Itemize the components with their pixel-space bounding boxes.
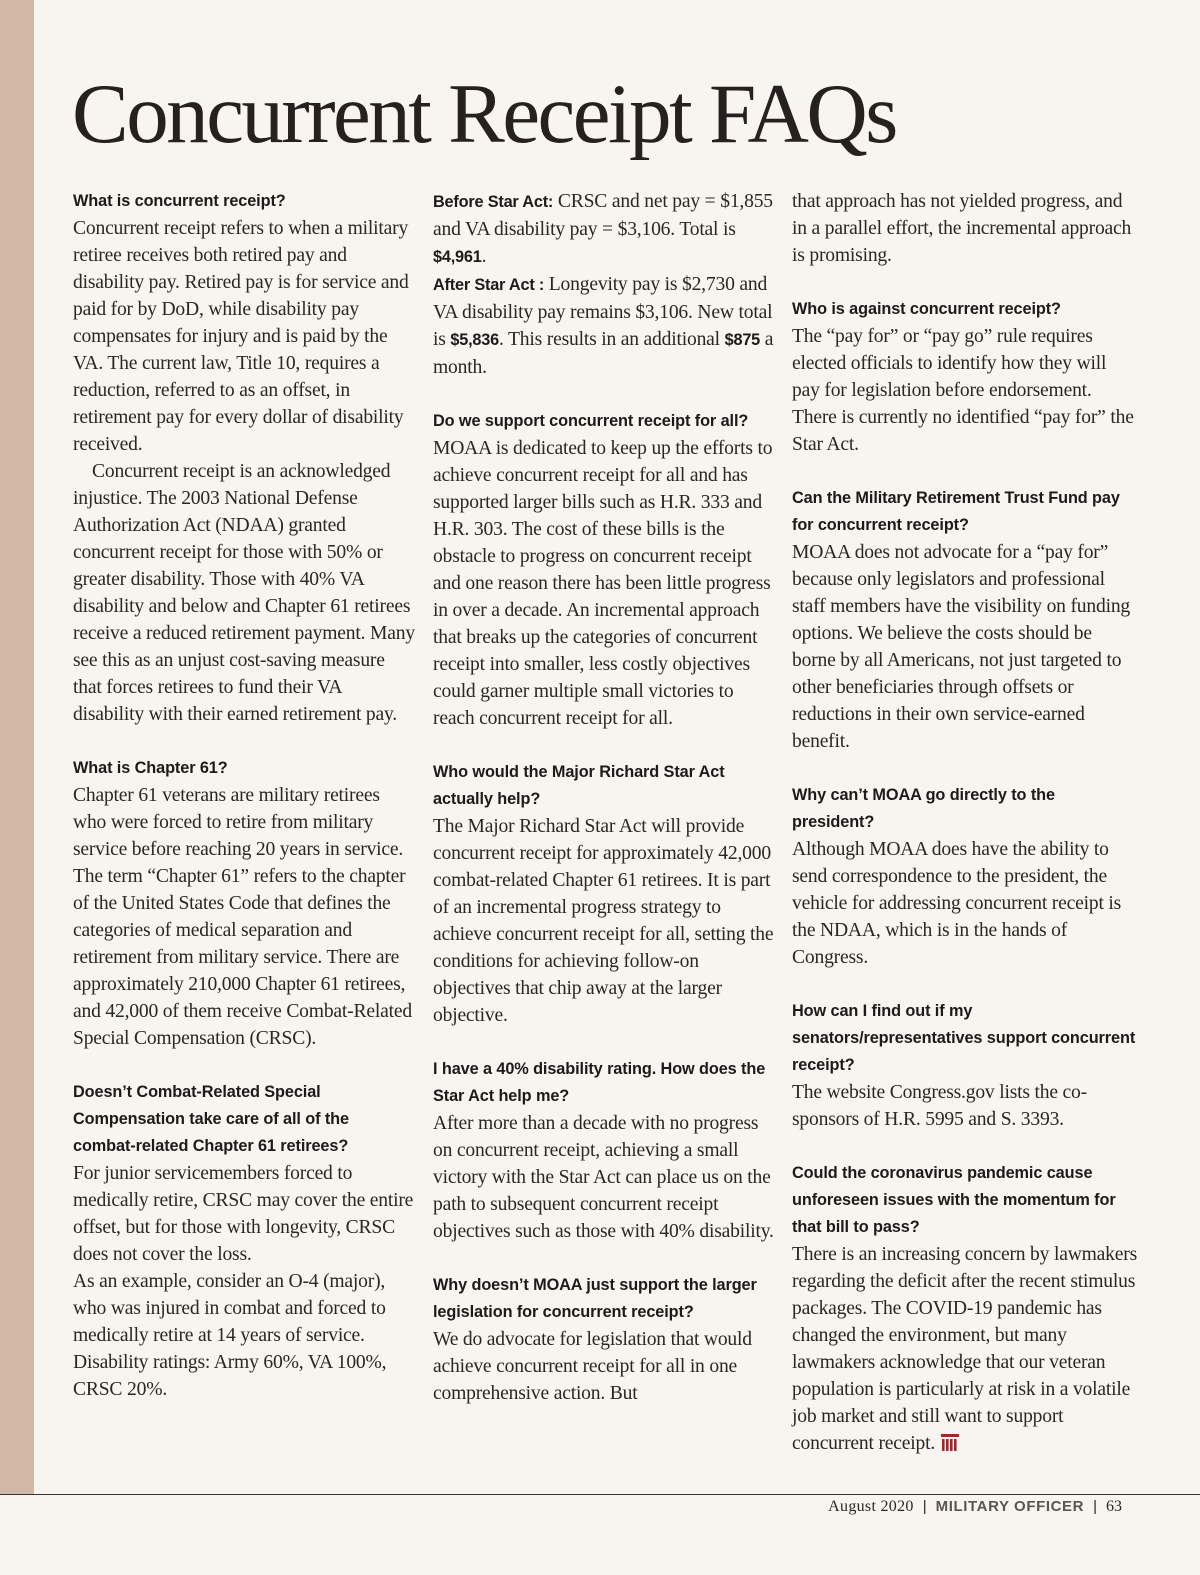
- faq-question: Why can’t MOAA go directly to the president?: [792, 786, 1055, 831]
- faq-answer-paragraph: As an example, consider an O-4 (major), who was injured in combat and forced to medically retire at 14 years of service. Disability ratings: Army 60%, VA 100%, CRSC 20%.: [73, 1271, 387, 1400]
- footer-divider: |: [1093, 1498, 1097, 1515]
- bold-amount: $4,961: [433, 248, 482, 266]
- paragraph-spacer: [792, 971, 1138, 998]
- faq-question: I have a 40% disability rating. How does the Star Act help me?: [433, 1060, 766, 1105]
- page-title: Concurrent Receipt FAQs: [72, 67, 896, 161]
- paragraph-spacer: [433, 1029, 775, 1056]
- bold-amount: $875: [724, 331, 761, 349]
- inline-text: CRSC and net pay = $1,855 and VA disability pay = $3,106. Total is: [433, 191, 773, 240]
- faq-answer-paragraph: After more than a decade with no progress on concurrent receipt, achieving a small victory with the Star Act can place us on the path to subsequent concurrent receipt objectives such as those with 40% disability.: [433, 1113, 774, 1242]
- paragraph-spacer: [792, 269, 1138, 296]
- faq-answer-paragraph: that approach has not yielded progress, and in a parallel effort, the incremental approach is promising.: [792, 191, 1132, 266]
- faq-answer-paragraph: Chapter 61 veterans are military retirees who were forced to retire from military service before reaching 20 years in service. The term “Chapter 61” refers to the chapter of the United States Code that defines the categories of medical separation and retirement from military service. There are approximately 210,000 Chapter 61 retirees, and 42,000 of them receive Combat-Related Special Compensation (CRSC).: [73, 785, 412, 1049]
- faq-answer-paragraph: MOAA does not advocate for a “pay for” because only legislators and professional staff members have the visibility on funding options. We believe the costs should be borne by all Americans, not just targeted to other beneficiaries through offsets or reductions in their own service-earned benefit.: [792, 542, 1131, 752]
- article-column-2: [433, 188, 775, 1407]
- faq-answer-paragraph: [792, 1241, 1138, 1457]
- faq-answer-paragraph: Concurrent receipt refers to when a military retiree receives both retired pay and disability pay. Retired pay is for service and paid for by DoD, while disability pay compensates for injury and is paid by the VA. The current law, Title 10, requires a reduction, referred to as an offset, in retirement pay for every dollar of disability received.: [73, 218, 409, 455]
- footer-page-number: 63: [1106, 1498, 1122, 1515]
- faq-answer-text: There is an increasing concern by lawmakers regarding the deficit after the recent stimulus packages. The COVID-19 pandemic has changed the environment, but many lawmakers acknowledge that our veteran population is particularly at risk in a volatile job market and still want to support concurrent receipt.: [792, 1244, 1138, 1454]
- faq-answer-paragraph: MOAA is dedicated to keep up the efforts to achieve concurrent receipt for all and has supported larger bills such as H.R. 333 and H.R. 303. The cost of these bills is the obstacle to progress on concurrent receipt and one reason there has been little progress in over a decade. An incremental approach that breaks up the categories of concurrent receipt into smaller, less costly objectives could garner multiple small victories to reach concurrent receipt for all.: [433, 438, 773, 729]
- faq-question: Could the coronavirus pandemic cause unforeseen issues with the momentum for that bill to pass?: [792, 1164, 1116, 1236]
- footer-issue-date: August 2020: [828, 1498, 914, 1515]
- inline-label: Before Star Act:: [433, 193, 554, 211]
- decorative-side-band: [0, 0, 34, 1494]
- faq-question: Doesn’t Combat-Related Special Compensation take care of all of the combat-related Chapter 61 retirees?: [73, 1083, 349, 1155]
- bold-amount: $5,836: [450, 331, 499, 349]
- faq-answer-paragraph: We do advocate for legislation that would achieve concurrent receipt for all in one comprehensive action. But: [433, 1329, 752, 1404]
- faq-question: Who is against concurrent receipt?: [792, 300, 1061, 318]
- faq-question: Do we support concurrent receipt for all?: [433, 412, 749, 430]
- faq-answer-paragraph: For junior servicemembers forced to medically retire, CRSC may cover the entire offset, but for those with longevity, CRSC does not cover the loss.: [73, 1163, 414, 1265]
- inline-text: Longevity pay is $2,730 and VA disability pay remains $3,106. New total is: [433, 274, 773, 350]
- paragraph-spacer: [792, 458, 1138, 485]
- faq-answer-paragraph: Concurrent receipt is an acknowledged injustice. The 2003 National Defense Authorization Act (NDAA) granted concurrent receipt for those with 50% or greater disability. Those with 40% VA disability and below and Chapter 61 retirees receive a reduced retirement payment. Many see this as an unjust cost-saving measure that forces retirees to fund their VA disability with their earned retirement pay.: [73, 461, 415, 725]
- faq-question: Who would the Major Richard Star Act actually help?: [433, 763, 725, 808]
- inline-label: After Star Act :: [433, 276, 545, 294]
- faq-question: Can the Military Retirement Trust Fund pay for concurrent receipt?: [792, 489, 1120, 534]
- inline-text: . This results in an additional: [498, 329, 725, 350]
- footer-magazine-name: MILITARY OFFICER: [935, 1498, 1085, 1515]
- faq-answer-paragraph: The Major Richard Star Act will provide concurrent receipt for approximately 42,000 combat-related Chapter 61 retirees. It is part of an incremental progress strategy to achieve concurrent receipt for all, setting the conditions for achieving follow-on objectives that chip away at the larger objective.: [433, 816, 774, 1026]
- pay-comparison-paragraph: [433, 188, 775, 271]
- paragraph-spacer: [73, 728, 415, 755]
- inline-text: a month.: [433, 329, 774, 378]
- faq-answer-paragraph: The “pay for” or “pay go” rule requires elected officials to identify how they will pay for legislation before endorsement. There is currently no identified “pay for” the Star Act.: [792, 326, 1134, 455]
- paragraph-spacer: [433, 732, 775, 759]
- faq-answer-paragraph: Although MOAA does have the ability to send correspondence to the president, the vehicle for addressing concurrent receipt is the NDAA, which is in the hands of Congress.: [792, 839, 1122, 968]
- paragraph-spacer: [73, 1052, 415, 1079]
- moaa-end-mark-icon: [941, 1434, 959, 1451]
- paragraph-spacer: [433, 381, 775, 408]
- paragraph-spacer: [792, 755, 1138, 782]
- faq-question: What is Chapter 61?: [73, 759, 228, 777]
- pay-comparison-paragraph: [433, 271, 775, 381]
- faq-question: Why doesn’t MOAA just support the larger legislation for concurrent receipt?: [433, 1276, 757, 1321]
- paragraph-spacer: [792, 1133, 1138, 1160]
- footer-divider: |: [922, 1498, 927, 1515]
- faq-question: What is concurrent receipt?: [73, 192, 286, 210]
- article-column-3: [792, 188, 1138, 1457]
- page-footer: [828, 1497, 1122, 1517]
- faq-question: How can I find out if my senators/representatives support concurrent receipt?: [792, 1002, 1136, 1074]
- paragraph-spacer: [433, 1245, 775, 1272]
- article-column-1: [73, 188, 415, 1403]
- footer-rule: [0, 1494, 1200, 1495]
- faq-answer-paragraph: The website Congress.gov lists the co-sponsors of H.R. 5995 and S. 3393.: [792, 1082, 1087, 1130]
- inline-text: .: [481, 246, 487, 267]
